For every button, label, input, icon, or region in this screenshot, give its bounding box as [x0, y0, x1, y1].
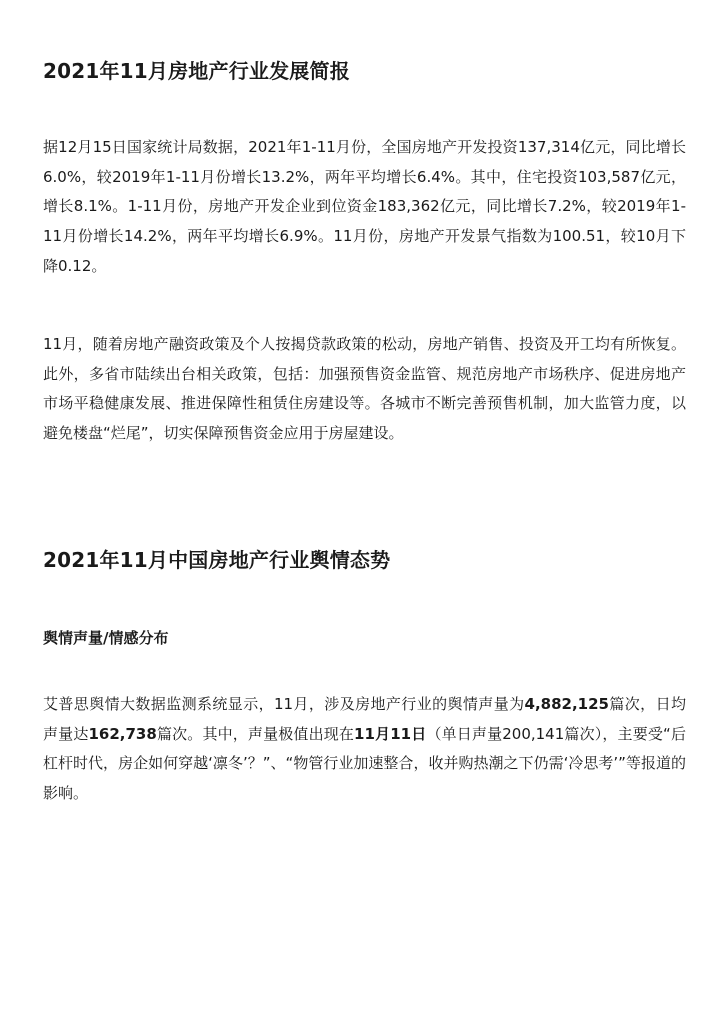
section-title-sentiment: 2021年11月中国房地产行业舆情态势 [43, 548, 391, 572]
peak-date-value: 11月11日 [354, 724, 427, 743]
total-volume-value: 4,882,125 [524, 695, 609, 713]
section-title-briefing: 2021年11月房地产行业发展简报 [43, 59, 350, 83]
paragraph-volume [43, 690, 686, 809]
paragraph-volume-text-3: 篇次。其中，声量极值出现在 [156, 724, 355, 743]
paragraph-volume-text-1: 艾普思舆情大数据监测系统显示，11月，涉及房地产行业的舆情声量为 [43, 695, 525, 713]
paragraph-statistics: 据12月15日国家统计局数据，2021年1-11月份，全国房地产开发投资137,314亿元，同比增长6.0%，较2019年1-11月份增长13.2%，两年平均增长6.4%。其中，住宅投资103,587亿元，增长8.1%。1-11月份，房地产开发企业到位资金183,362亿元，同比增长7.2%，较2019年1-11月份增长14.2%，两年平均增长6.9%。11月份，房地产开发景气指数为100.51，较10月下降0.12。 [43, 138, 686, 275]
daily-volume-value: 162,738 [88, 724, 157, 743]
paragraph-volume-text-2: 篇次，日均声量达 [43, 695, 686, 743]
paragraph-volume-text-4: （单日声量200,141篇次），主要受“后杠杆时代，房企如何穿越‘凛冬’？”、“物管行业加速整合，收并购热潮之下仍需‘冷思考’”等报道的影响。 [43, 724, 686, 803]
paragraph-policy: 11月，随着房地产融资政策及个人按揭贷款政策的松动，房地产销售、投资及开工均有所恢复。此外，多省市陆续出台相关政策，包括：加强预售资金监管、规范房地产市场秩序、促进房地产市场平稳健康发展、推进保障性租赁住房建设等。各城市不断完善预售机制，加大监管力度，以避免楼盘“烂尾”，切实保障预售资金应用于房屋建设。 [43, 335, 686, 443]
subsection-title-volume: 舆情声量/情感分布 [43, 629, 169, 647]
